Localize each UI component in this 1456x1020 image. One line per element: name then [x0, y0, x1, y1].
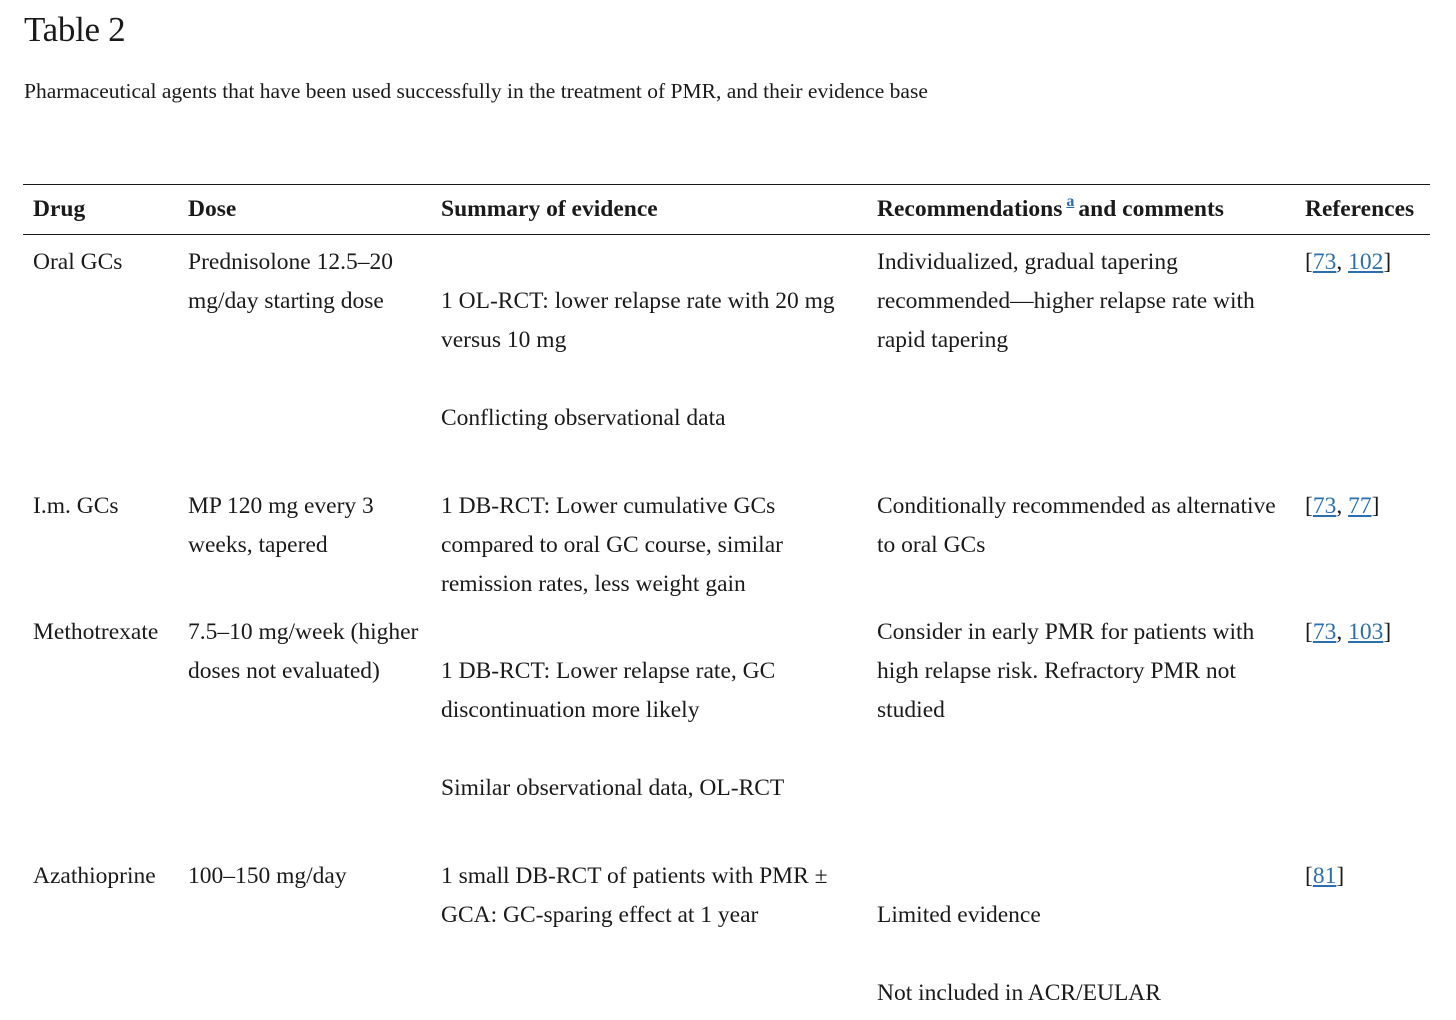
cell-dose: Prednisolone 12.5–20 mg/day starting dose [188, 249, 393, 314]
summary-text: 1 DB-RCT: Lower cumulative GCs compared to oral GC course, similar remission rates, less weight gain [441, 493, 783, 597]
reference-link[interactable]: 73 [1312, 249, 1337, 275]
recommendation-text: Individualized, gradual tapering recommended—higher relapse rate with rapid tapering [877, 249, 1255, 353]
cell-references: [73, 103] [1305, 619, 1392, 645]
header-rec-label: Recommendations [877, 196, 1063, 222]
cell-references: [81] [1305, 863, 1345, 889]
table-row [23, 235, 1430, 480]
cell-recommendations [867, 235, 1295, 480]
reference-link[interactable]: 73 [1312, 619, 1337, 645]
summary-text: 1 DB-RCT: Lower relapse rate, GC discontinuation more likely [441, 658, 776, 723]
footnote-marker [1062, 193, 1078, 210]
recommendation-text: Limited evidence [877, 902, 1041, 928]
cell-dose: 7.5–10 mg/week (higher doses not evaluated) [188, 619, 419, 684]
cell-drug: I.m. GCs [33, 493, 119, 519]
cell-drug: Methotrexate [33, 619, 159, 645]
cell-summary [431, 849, 867, 1013]
evidence-table [23, 184, 1430, 1013]
header-dose: Dose [178, 185, 431, 235]
cell-dose: 100–150 mg/day [188, 863, 347, 889]
reference-link[interactable]: 73 [1312, 493, 1337, 519]
summary-text: Similar observational data, OL-RCT [441, 775, 785, 801]
header-summary: Summary of evidence [431, 185, 867, 235]
summary-text: Conflicting observational data [441, 405, 726, 431]
cell-summary [431, 235, 867, 480]
reference-link[interactable]: 77 [1348, 493, 1372, 519]
header-drug: Drug [23, 185, 178, 235]
cell-summary [431, 479, 867, 605]
reference-link[interactable]: 103 [1348, 619, 1384, 645]
table-caption: Pharmaceutical agents that have been used successfully in the treatment of PMR, and their evidence base [24, 79, 928, 103]
cell-dose: MP 120 mg every 3 weeks, tapered [188, 493, 374, 558]
table-header-row [23, 185, 1430, 235]
cell-drug: Azathioprine [33, 863, 156, 889]
reference-link[interactable]: 81 [1312, 863, 1337, 889]
table-title: Table 2 [24, 10, 126, 49]
evidence-table-container [23, 184, 1430, 1013]
cell-references: [73, 102] [1305, 249, 1392, 275]
footnote-a-link[interactable]: a [1066, 193, 1075, 210]
summary-text: 1 small DB-RCT of patients with PMR ± GCA: GC-sparing effect at 1 year [441, 863, 828, 928]
summary-text: 1 OL-RCT: lower relapse rate with 20 mg versus 10 mg [441, 288, 835, 353]
cell-recommendations [867, 849, 1295, 1013]
header-references: References [1295, 185, 1430, 235]
recommendation-text: Conditionally recommended as alternative to oral GCs [877, 493, 1276, 558]
table-row [23, 479, 1430, 605]
reference-link[interactable]: 102 [1348, 249, 1384, 275]
table-row [23, 849, 1430, 1013]
recommendation-text: Consider in early PMR for patients with high relapse risk. Refractory PMR not studied [877, 619, 1255, 723]
cell-recommendations [867, 605, 1295, 849]
header-rec-suffix: and comments [1078, 196, 1224, 222]
cell-references: [73, 77] [1305, 493, 1380, 519]
cell-recommendations [867, 479, 1295, 605]
recommendation-text: Not included in ACR/EULAR [877, 980, 1161, 1006]
table-row [23, 605, 1430, 849]
cell-drug: Oral GCs [33, 249, 123, 275]
cell-summary [431, 605, 867, 849]
header-recommendations [867, 185, 1295, 235]
